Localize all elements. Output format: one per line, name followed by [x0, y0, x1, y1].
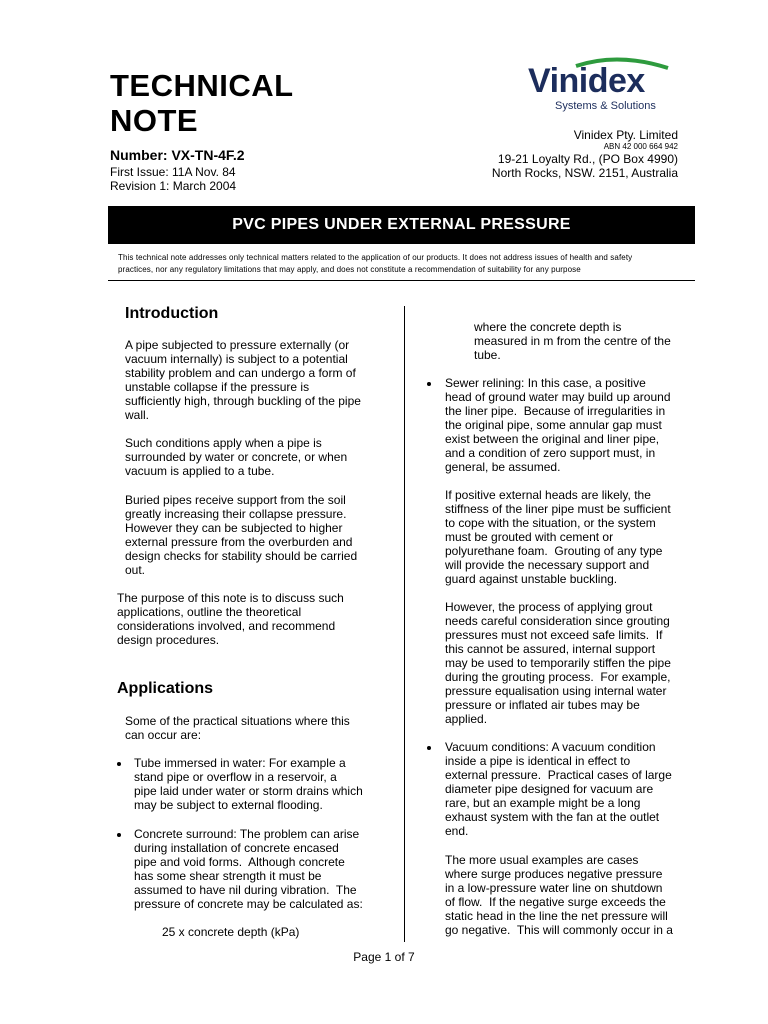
- text-line: general, be assumed.: [445, 460, 561, 474]
- bullet-tube-immersed: [134, 756, 394, 812]
- text-line: Such conditions apply when a pipe is: [125, 436, 322, 450]
- text-line: out.: [125, 563, 146, 577]
- text-line: stability problem and can undergo a form of: [125, 366, 356, 380]
- document-number: Number: VX-TN-4F.2: [110, 147, 245, 163]
- text-line: go negative. This will commonly occur in a: [445, 923, 673, 937]
- column-divider: [404, 306, 405, 942]
- logo-wordmark: Vinidex: [528, 62, 645, 100]
- disclaimer-line-2: practices, nor any regulatory limitations that may apply, and does not constitute a recommendation of suitability for any purpose: [118, 265, 581, 274]
- page-number: Page 1 of 7: [353, 950, 415, 964]
- text-line: tube.: [474, 348, 501, 362]
- company-abn: ABN 42 000 664 942: [603, 142, 678, 151]
- revision: Revision 1: March 2004: [110, 179, 237, 193]
- bullet-icon: [117, 833, 121, 837]
- document-banner: PVC PIPES UNDER EXTERNAL PRESSURE: [108, 206, 695, 244]
- text-line: If positive external heads are likely, the: [445, 488, 651, 502]
- text-line: However, the process of applying grout: [445, 600, 653, 614]
- introduction-heading: Introduction: [125, 305, 219, 322]
- text-line: applications, outline the theoretical: [117, 605, 302, 619]
- text-line: end.: [445, 824, 469, 838]
- text-line: and a condition of zero support must, in: [445, 446, 656, 460]
- vinidex-logo: [528, 56, 678, 128]
- text-line: sufficiently high, through buckling of the pipe: [125, 394, 361, 408]
- text-line: design procedures.: [117, 633, 220, 647]
- applications-paragraph-1: [125, 714, 395, 742]
- text-line: A pipe subjected to pressure externally (or: [125, 338, 350, 352]
- text-line: Some of the practical situations where this: [125, 714, 350, 728]
- document-title: [110, 68, 294, 138]
- title-line-1: TECHNICAL: [110, 68, 294, 103]
- disclaimer: [118, 252, 693, 276]
- concrete-pressure-formula: 25 x concrete depth (kPa): [162, 925, 300, 939]
- intro-paragraph-2: [125, 436, 395, 478]
- text-line: stiffness of the liner pipe must be sufficient: [445, 502, 671, 516]
- intro-paragraph-4: [117, 591, 392, 647]
- text-line: pipe and void forms. Although concrete: [134, 855, 345, 869]
- text-line: measured in m from the centre of the: [474, 334, 671, 348]
- bullet-icon: [427, 746, 431, 750]
- text-line: the original pipe, some annular gap must: [445, 418, 662, 432]
- text-line: may be used to temporarily stiffen the pipe: [445, 656, 671, 670]
- text-line: exist between the original and liner pipe,: [445, 432, 660, 446]
- text-line: during installation of concrete encased: [134, 841, 339, 855]
- text-line: has some shear strength it must be: [134, 869, 322, 883]
- address-line-2: North Rocks, NSW. 2151, Australia: [491, 166, 678, 180]
- text-line: greatly increasing their collapse pressure.: [125, 507, 347, 521]
- text-line: vacuum is applied to a tube.: [125, 464, 275, 478]
- text-line: during the grouting process. For example,: [445, 670, 671, 684]
- text-line: vacuum internally) is subject to a potential: [125, 352, 348, 366]
- text-line: can occur are:: [125, 728, 202, 742]
- text-line: needs careful consideration since grouting: [445, 614, 670, 628]
- text-line: this cannot be assured, internal support: [445, 642, 656, 656]
- applications-heading: Applications: [117, 680, 214, 697]
- text-line: the liner pipe. Because of irregularities in: [445, 404, 666, 418]
- text-line: inside a pipe is identical in effect to: [445, 754, 631, 768]
- text-line: exhaust system with the fan at the outlet: [445, 810, 660, 824]
- text-line: may be subject to external flooding.: [134, 798, 323, 812]
- text-line: assumed to have nil during vibration. The: [134, 883, 357, 897]
- text-line: external pressure from the overburden and: [125, 535, 353, 549]
- text-line: Concrete surround: The problem can arise: [134, 827, 360, 841]
- title-line-2: NOTE: [110, 103, 199, 138]
- text-line: polyurethane foam. Grouting of any type: [445, 544, 663, 558]
- bullet-sewer-relining: [445, 376, 695, 474]
- first-issue: First Issue: 11A Nov. 84: [110, 165, 236, 179]
- text-line: design checks for stability should be carried: [125, 549, 358, 563]
- text-line: applied.: [445, 712, 488, 726]
- text-line: Buried pipes receive support from the soil: [125, 493, 346, 507]
- intro-paragraph-3: [125, 493, 395, 577]
- text-line: where surge produces negative pressure: [445, 867, 663, 881]
- text-line: considerations involved, and recommend: [117, 619, 336, 633]
- text-line: head of ground water may build up around: [445, 390, 671, 404]
- disclaimer-line-1: This technical note addresses only technical matters related to the application of our products. It does not address issues of health and safety: [118, 253, 633, 262]
- address-line-1: 19-21 Loyalty Rd., (PO Box 4990): [497, 152, 678, 166]
- grouting-paragraph: [445, 488, 695, 586]
- text-line: static head in the line the net pressure will: [445, 909, 668, 923]
- text-line: where the concrete depth is: [474, 320, 622, 334]
- logo-tagline: Systems & Solutions: [555, 100, 656, 112]
- text-line: unstable collapse if the pressure is: [125, 380, 310, 394]
- continued-paragraph: [474, 320, 704, 362]
- text-line: pressures must not exceed safe limits. If: [445, 628, 663, 642]
- company-name: Vinidex Pty. Limited: [573, 128, 678, 142]
- text-line: diameter pipe designed for vacuum are: [445, 782, 654, 796]
- text-line: pressure or inflated air tubes may be: [445, 698, 640, 712]
- text-line: will provide the necessary support and: [445, 558, 650, 572]
- header-rule: [108, 280, 695, 281]
- text-line: Vacuum conditions: A vacuum condition: [445, 740, 656, 754]
- text-line: pressure equalisation using internal water: [445, 684, 667, 698]
- text-line: The purpose of this note is to discuss such: [117, 591, 344, 605]
- company-address: [492, 128, 678, 180]
- bullet-icon: [117, 762, 121, 766]
- text-line: Sewer relining: In this case, a positive: [445, 376, 646, 390]
- bullet-concrete-surround: [134, 827, 394, 911]
- surge-paragraph: [445, 853, 695, 937]
- bullet-icon: [427, 382, 431, 386]
- text-line: external pressure. Practical cases of large: [445, 768, 672, 782]
- text-line: in a low-pressure water line on shutdown: [445, 881, 663, 895]
- text-line: surrounded by water or concrete, or when: [125, 450, 348, 464]
- bullet-vacuum-conditions: [445, 740, 695, 838]
- text-line: wall.: [125, 408, 150, 422]
- text-line: of flow. If the negative surge exceeds the: [445, 895, 666, 909]
- text-line: guard against unstable buckling.: [445, 572, 618, 586]
- text-line: However they can be subjected to higher: [125, 521, 343, 535]
- text-line: pipe laid under water or storm drains which: [134, 784, 363, 798]
- grout-pressure-paragraph: [445, 600, 695, 726]
- text-line: to cope with the situation, or the system: [445, 516, 656, 530]
- text-line: must be grouted with cement or: [445, 530, 614, 544]
- text-line: pressure of concrete may be calculated as:: [134, 897, 363, 911]
- intro-paragraph-1: [125, 338, 395, 422]
- text-line: The more usual examples are cases: [445, 853, 639, 867]
- text-line: Tube immersed in water: For example a: [134, 756, 346, 770]
- text-line: rare, but an example might be a long: [445, 796, 641, 810]
- text-line: stand pipe or overflow in a reservoir, a: [134, 770, 337, 784]
